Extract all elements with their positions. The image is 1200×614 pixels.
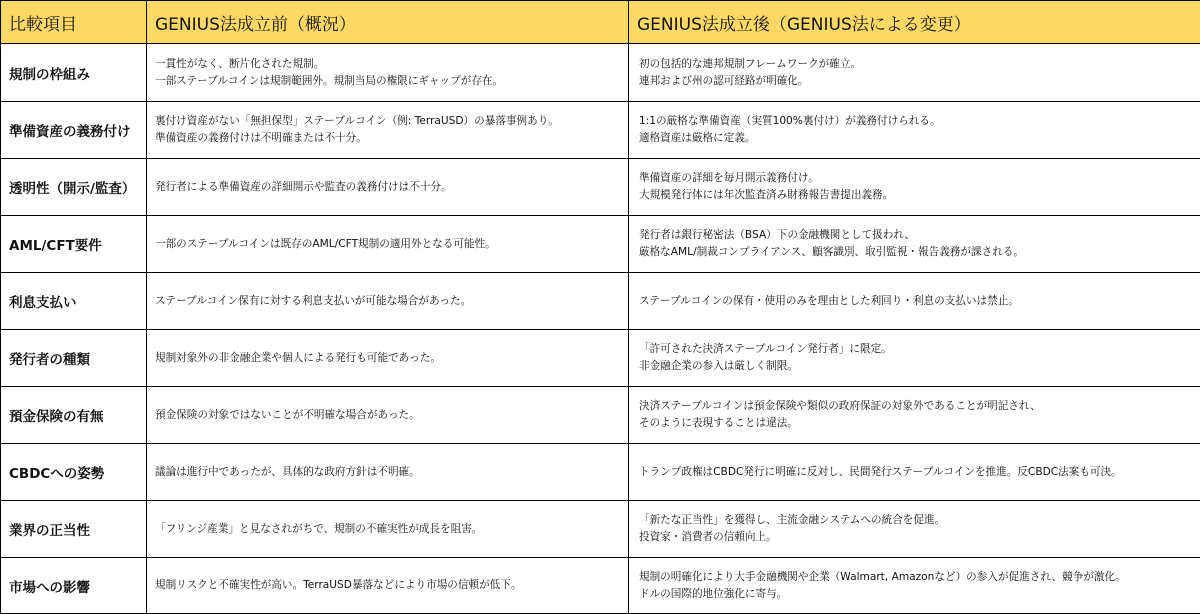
row-before-cell	[147, 330, 629, 387]
cell-line: 大規模発行体には年次監査済み財務報告書提出義務。	[639, 187, 1192, 204]
table-row	[1, 102, 1200, 159]
cell-line: 発行者は銀行秘密法（BSA）下の金融機関として扱われ、	[639, 227, 1192, 244]
cell-line: 準備資産の詳細を毎月開示義務付け。	[639, 170, 1192, 187]
row-after-cell	[629, 501, 1200, 558]
row-item-label: 業界の正当性	[1, 501, 147, 558]
cell-line: 非金融企業の参入は厳しく制限。	[639, 358, 1192, 375]
row-item-label: CBDCへの姿勢	[1, 444, 147, 501]
cell-line: ステーブルコインの保有・使用のみを理由とした利回り・利息の支払いは禁止。	[639, 293, 1192, 310]
header-row	[1, 1, 1200, 44]
row-after-cell	[629, 387, 1200, 444]
table-row	[1, 273, 1200, 330]
row-item-label: 利息支払い	[1, 273, 147, 330]
row-after-cell	[629, 558, 1200, 614]
row-item-label: AML/CFT要件	[1, 216, 147, 273]
table-body	[1, 44, 1200, 614]
cell-line: 「新たな正当性」を獲得し、主流金融システムへの統合を促進。	[639, 512, 1192, 529]
header-item: 比較項目	[1, 1, 147, 44]
cell-line: 投資家・消費者の信頼向上。	[639, 529, 1192, 546]
cell-line: 初の包括的な連邦規制フレームワークが確立。	[639, 56, 1192, 73]
row-before-cell	[147, 444, 629, 501]
cell-line: 厳格なAML/制裁コンプライアンス、顧客識別、取引監視・報告義務が課される。	[639, 244, 1192, 261]
cell-line: 連邦および州の認可経路が明確化。	[639, 73, 1192, 90]
table-row	[1, 330, 1200, 387]
row-after-cell	[629, 444, 1200, 501]
row-after-cell	[629, 44, 1200, 102]
row-before-cell	[147, 273, 629, 330]
cell-line: 1:1の厳格な準備資産（実質100%裏付け）が義務付けられる。	[639, 113, 1192, 130]
cell-line: ドルの国際的地位強化に寄与。	[639, 586, 1192, 603]
row-after-cell	[629, 102, 1200, 159]
row-item-label: 準備資産の義務付け	[1, 102, 147, 159]
row-before-cell	[147, 501, 629, 558]
row-item-label: 市場への影響	[1, 558, 147, 614]
row-before-cell	[147, 44, 629, 102]
cell-line: 一部のステーブルコインは既存のAML/CFT規制の適用外となる可能性。	[155, 236, 620, 253]
table-row	[1, 444, 1200, 501]
header-before: GENIUS法成立前（概況）	[147, 1, 629, 44]
row-before-cell	[147, 216, 629, 273]
row-item-label: 透明性（開示/監査）	[1, 159, 147, 216]
row-before-cell	[147, 102, 629, 159]
table-row	[1, 387, 1200, 444]
cell-line: ステーブルコイン保有に対する利息支払いが可能な場合があった。	[155, 293, 620, 310]
row-before-cell	[147, 387, 629, 444]
cell-line: そのように表現することは違法。	[639, 415, 1192, 432]
cell-line: 議論は進行中であったが、具体的な政府方針は不明確。	[155, 464, 620, 481]
table-row	[1, 44, 1200, 102]
cell-line: 「フリンジ産業」と見なされがちで、規制の不確実性が成長を阻害。	[155, 521, 620, 538]
row-item-label: 発行者の種類	[1, 330, 147, 387]
table-row	[1, 216, 1200, 273]
header-after: GENIUS法成立後（GENIUS法による変更）	[629, 1, 1200, 44]
table-row	[1, 501, 1200, 558]
table-row	[1, 558, 1200, 614]
cell-line: 一部ステーブルコインは規制範囲外。規制当局の権限にギャップが存在。	[155, 73, 620, 90]
row-item-label: 預金保険の有無	[1, 387, 147, 444]
cell-line: 規制対象外の非金融企業や個人による発行も可能であった。	[155, 350, 620, 367]
cell-line: 適格資産は厳格に定義。	[639, 130, 1192, 147]
cell-line: 決済ステーブルコインは預金保険や類似の政府保証の対象外であることが明記され、	[639, 398, 1192, 415]
row-before-cell	[147, 558, 629, 614]
cell-line: 規制の明確化により大手金融機関や企業（Walmart, Amazonなど）の参入が促進され、競争が激化。	[639, 569, 1192, 586]
row-item-label: 規制の枠組み	[1, 44, 147, 102]
cell-line: 裏付け資産がない「無担保型」ステーブルコイン（例: TerraUSD）の暴落事例あり。	[155, 113, 620, 130]
cell-line: 「許可された決済ステーブルコイン発行者」に限定。	[639, 341, 1192, 358]
cell-line: 発行者による準備資産の詳細開示や監査の義務付けは不十分。	[155, 179, 620, 196]
cell-line: 準備資産の義務付けは不明確または不十分。	[155, 130, 620, 147]
cell-line: トランプ政権はCBDC発行に明確に反対し、民間発行ステーブルコインを推進。反CBDC法案も可決。	[639, 464, 1192, 481]
row-after-cell	[629, 159, 1200, 216]
row-after-cell	[629, 330, 1200, 387]
cell-line: 預金保険の対象ではないことが不明確な場合があった。	[155, 407, 620, 424]
row-before-cell	[147, 159, 629, 216]
row-after-cell	[629, 273, 1200, 330]
table-row	[1, 159, 1200, 216]
cell-line: 規制リスクと不確実性が高い。TerraUSD暴落などにより市場の信頼が低下。	[155, 577, 620, 594]
cell-line: 一貫性がなく、断片化された規制。	[155, 56, 620, 73]
row-after-cell	[629, 216, 1200, 273]
